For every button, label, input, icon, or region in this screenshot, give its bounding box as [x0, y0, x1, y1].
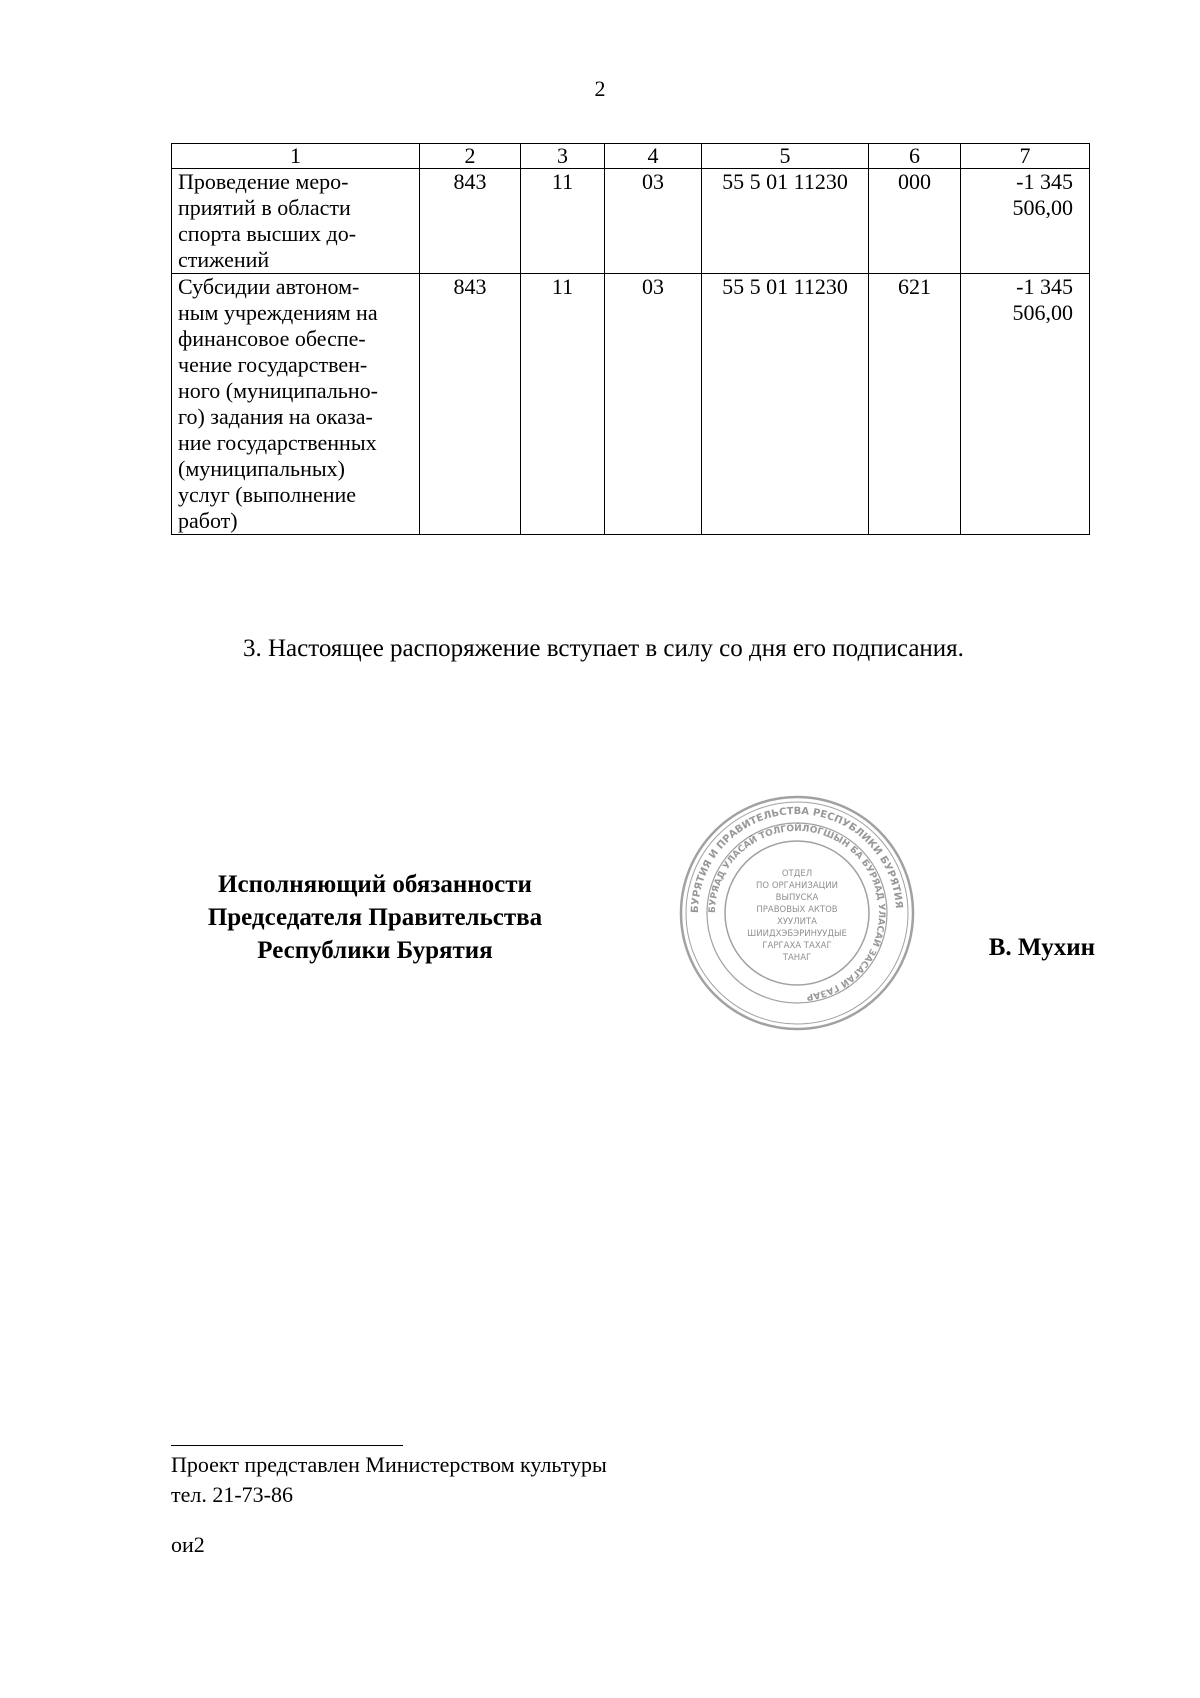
row-name-line: ным учреждениям на: [178, 300, 378, 325]
signer-title-line: Республики Бурятия: [257, 937, 493, 964]
seal-inner-ring-text: БУРЯАД УЛАСАЙ ТОЛГОЙЛОГШЫН БА БУРЯАД УЛАСАЙ ЗАСАГАЙ ГАЗАР: [707, 823, 887, 1002]
section-cell: 11: [521, 169, 605, 274]
seal-center-line: ОТДЕЛ: [781, 869, 813, 879]
expense-type-cell: 621: [869, 274, 961, 535]
signer-title: [160, 868, 590, 967]
signer-name: В. Мухин: [988, 934, 1095, 961]
row-name-line: финансовое обеспе-: [178, 326, 366, 351]
row-name-line: ного (муниципально-: [178, 378, 378, 403]
amount-cell: -1 345 506,00: [961, 169, 1090, 274]
header-cell: 6: [869, 144, 961, 169]
header-cell: 1: [172, 144, 420, 169]
header-cell: 4: [605, 144, 702, 169]
header-cell: 2: [420, 144, 521, 169]
table-header-row: [172, 144, 1090, 169]
target-item-cell: 55 5 01 11230: [702, 274, 869, 535]
page-number: 2: [594, 76, 606, 101]
row-name-line: приятий в области: [178, 195, 351, 220]
footnote-line: тел. 21-73-86: [171, 1482, 294, 1507]
seal-center-line: ХУУЛИТА: [777, 917, 817, 927]
clause-3: 3. Настоящее распоряжение вступает в силу со дня его подписания.: [243, 635, 964, 662]
footnote-divider: [171, 1445, 403, 1446]
header-cell: 7: [961, 144, 1090, 169]
row-name-line: работ): [178, 508, 238, 533]
document-code: ои2: [171, 1532, 205, 1557]
expense-type-cell: 000: [869, 169, 961, 274]
seal-center-line: ПО ОРГАНИЗАЦИИ: [756, 881, 838, 891]
table-row: [172, 169, 1090, 274]
row-name-line: услуг (выполнение: [178, 482, 357, 507]
row-name-line: ние государственных: [178, 430, 377, 455]
row-name-line: (муниципальных): [178, 456, 345, 481]
seal-outer-ring-text: БУРЯТИЯ И ПРАВИТЕЛЬСТВА РЕСПУБЛИКИ БУРЯТИЯ: [689, 805, 904, 914]
header-cell: 3: [521, 144, 605, 169]
row-name-line: спорта высших до-: [178, 221, 357, 246]
official-seal: [677, 793, 917, 1033]
signer-title-line: Исполняющий обязанности: [218, 871, 532, 898]
row-name-line: стижений: [178, 247, 270, 272]
admin-code-cell: 843: [420, 274, 521, 535]
seal-center-line: ШИИДХЭБЭРИНУУДЫЕ: [747, 929, 847, 939]
row-name-cell: [172, 169, 420, 274]
seal-center-line: ВЫПУСКА: [775, 893, 819, 903]
admin-code-cell: 843: [420, 169, 521, 274]
amount-cell: -1 345 506,00: [961, 274, 1090, 535]
target-item-cell: 55 5 01 11230: [702, 169, 869, 274]
seal-center-line: ТАНАГ: [782, 953, 812, 963]
row-name-line: го) задания на оказа-: [178, 404, 373, 429]
section-cell: 11: [521, 274, 605, 535]
row-name-line: чение государствен-: [178, 352, 368, 377]
row-name-cell: [172, 274, 420, 535]
signer-title-line: Председателя Правительства: [207, 904, 543, 931]
subsection-cell: 03: [605, 274, 702, 535]
row-name-line: Субсидии автоном-: [178, 274, 360, 299]
footnote-line: Проект представлен Министерством культуры: [171, 1452, 607, 1477]
seal-center-line: ГАРГАХА ТАХАГ: [762, 941, 832, 951]
footnote: [171, 1450, 607, 1510]
header-cell: 5: [702, 144, 869, 169]
budget-table: [171, 143, 1090, 535]
seal-center-line: ПРАВОВЫХ АКТОВ: [756, 905, 838, 915]
row-name-line: Проведение меро-: [178, 169, 349, 194]
table-row: [172, 274, 1090, 535]
subsection-cell: 03: [605, 169, 702, 274]
